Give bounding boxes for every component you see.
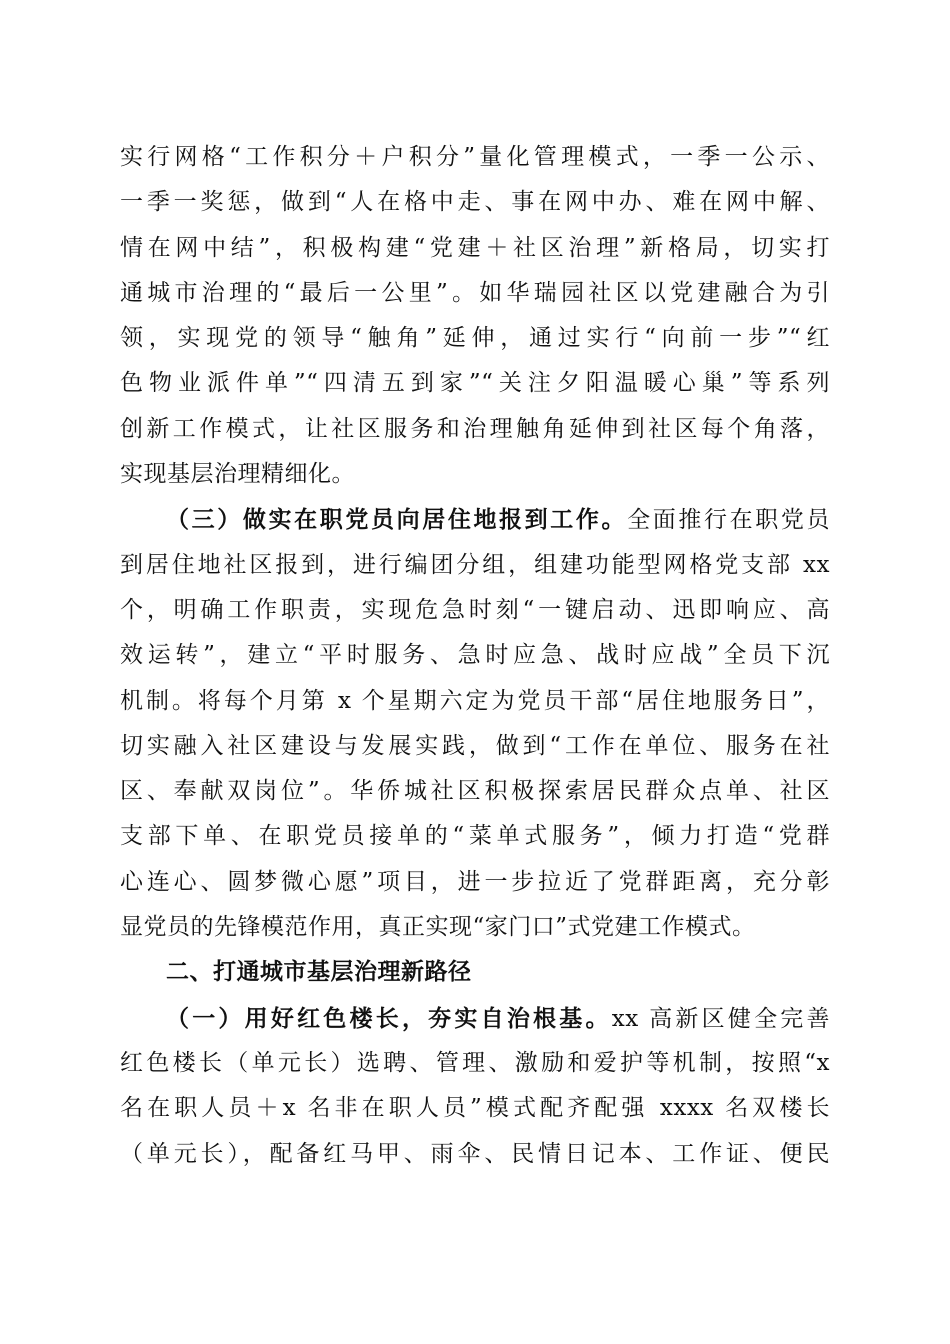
paragraph-red-building-leader	[120, 996, 830, 1177]
text-line: 领，实现党的领导“触角”延伸，通过实行“向前一步”“红	[120, 325, 830, 352]
text-line: 显党员的先锋模范作用，真正实现“家门口”式党建工作模式。	[120, 914, 756, 941]
text-line: 名在职人员＋x 名非在职人员”模式配齐配强 xxxx 名双楼长	[120, 1095, 830, 1122]
text-line: 色物业派件单”“四清五到家”“关注夕阳温暖心巢”等系列	[120, 370, 830, 397]
text-line: 个，明确工作职责，实现危急时刻“一键启动、迅即响应、高	[120, 596, 830, 623]
subsection-heading-3: （三）做实在职党员向居住地报到工作。	[166, 506, 628, 534]
text-line: 红色楼长（单元长）选聘、管理、激励和爱护等机制，按照“x	[120, 1049, 830, 1076]
text-line: 创新工作模式，让社区服务和治理触角延伸到社区每个角落，	[120, 415, 830, 442]
subsection-heading-1: （一）用好红色楼长，夯实自治根基。	[166, 1004, 612, 1032]
text-line: 切实融入社区建设与发展实践，做到“工作在单位、服务在社	[120, 732, 830, 759]
text-run: xx 高新区健全完善	[611, 1005, 830, 1032]
text-line: 到居住地社区报到，进行编团分组，组建功能型网格党支部 xx	[120, 551, 830, 578]
text-line: 效运转”，建立“平时服务、急时应急、战时应战”全员下沉	[120, 642, 830, 669]
text-line: 实行网格“工作积分＋户积分”量化管理模式，一季一公示、	[120, 144, 830, 170]
text-line: 通城市治理的“最后一公里”。如华瑞园社区以党建融合为引	[120, 279, 830, 306]
text-line: 一季一奖惩，做到“人在格中走、事在网中办、难在网中解、	[120, 189, 830, 216]
text-line: 实现基层治理精细化。	[120, 461, 355, 488]
paragraph-grid-management	[120, 135, 830, 497]
section-2	[120, 950, 830, 995]
text-line: 心连心、圆梦微心愿”项目，进一步拉近了党群距离，充分彰	[120, 868, 830, 895]
text-line-with-heading	[120, 497, 830, 542]
text-line: 情在网中结”，积极构建“党建＋社区治理”新格局，切实打	[120, 234, 830, 261]
text-line-with-heading	[120, 996, 830, 1041]
text-line: 支部下单、在职党员接单的“菜单式服务”，倾力打造“党群	[120, 823, 830, 850]
document-page	[120, 135, 830, 1177]
text-line: 机制。将每个月第 x 个星期六定为党员干部“居住地服务日”，	[120, 687, 830, 714]
text-line: 区、奉献双岗位”。华侨城社区积极探索居民群众点单、社区	[120, 778, 830, 805]
text-run: 全面推行在职党员	[627, 507, 831, 534]
paragraph-party-member-report	[120, 497, 830, 950]
text-line: （单元长），配备红马甲、雨伞、民情日记本、工作证、便民	[120, 1140, 830, 1167]
section-title: 二、打通城市基层治理新路径	[166, 959, 472, 986]
